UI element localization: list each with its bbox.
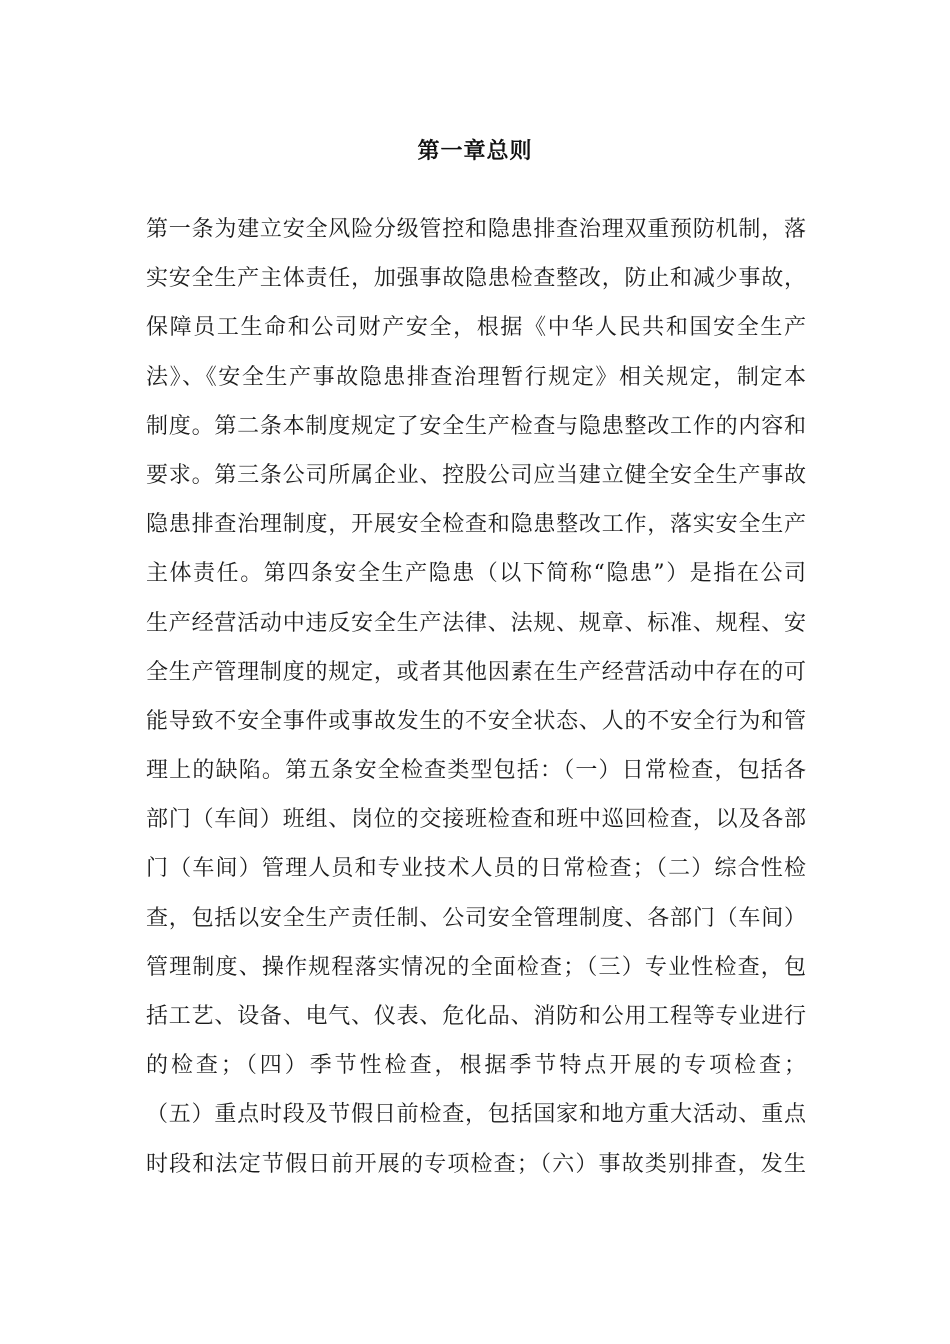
text-line: 法》、《安全生产事故隐患排查治理暂行规定》相关规定，制定本 (146, 364, 806, 390)
text-line: 理上的缺陷。第五条安全检查类型包括：（一）日常检查，包括各 (146, 758, 806, 784)
body-text (146, 210, 806, 1194)
text-line: 的检查；（四）季节性检查，根据季节特点开展的专项检查； (146, 1053, 806, 1079)
chapter-title: 第一章总则 (417, 139, 533, 164)
text-line: 实安全生产主体责任，加强事故隐患检查整改，防止和减少事故， (146, 266, 806, 292)
text-line: 查，包括以安全生产责任制、公司安全管理制度、各部门（车间） (146, 905, 806, 931)
text-line: 隐患排查治理制度，开展安全检查和隐患整改工作，落实安全生产 (146, 512, 806, 538)
text-line: 主体责任。第四条安全生产隐患（以下简称“隐患”）是指在公司 (146, 561, 806, 587)
text-line: 全生产管理制度的规定，或者其他因素在生产经营活动中存在的可 (146, 659, 806, 685)
text-line: 管理制度、操作规程落实情况的全面检查；（三）专业性检查，包 (146, 954, 806, 980)
text-line: （五）重点时段及节假日前检查，包括国家和地方重大活动、重点 (146, 1102, 806, 1128)
text-line: 括工艺、设备、电气、仪表、危化品、消防和公用工程等专业进行 (146, 1004, 806, 1029)
text-line: 保障员工生命和公司财产安全，根据《中华人民共和国安全生产 (146, 315, 806, 341)
text-line: 要求。第三条公司所属企业、控股公司应当建立健全安全生产事故 (146, 462, 806, 488)
text-line: 时段和法定节假日前开展的专项检查；（六）事故类别排查，发生 (146, 1151, 806, 1177)
text-line: 生产经营活动中违反安全生产法律、法规、规章、标准、规程、安 (146, 610, 806, 636)
text-line: 制度。第二条本制度规定了安全生产检查与隐患整改工作的内容和 (146, 413, 806, 439)
text-line: 门（车间）管理人员和专业技术人员的日常检查；（二）综合性检 (146, 856, 806, 882)
text-line: 第一条为建立安全风险分级管控和隐患排查治理双重预防机制，落 (146, 217, 806, 242)
text-line: 部门（车间）班组、岗位的交接班检查和班中巡回检查，以及各部 (146, 807, 806, 833)
text-line: 能导致不安全事件或事故发生的不安全状态、人的不安全行为和管 (146, 708, 806, 734)
